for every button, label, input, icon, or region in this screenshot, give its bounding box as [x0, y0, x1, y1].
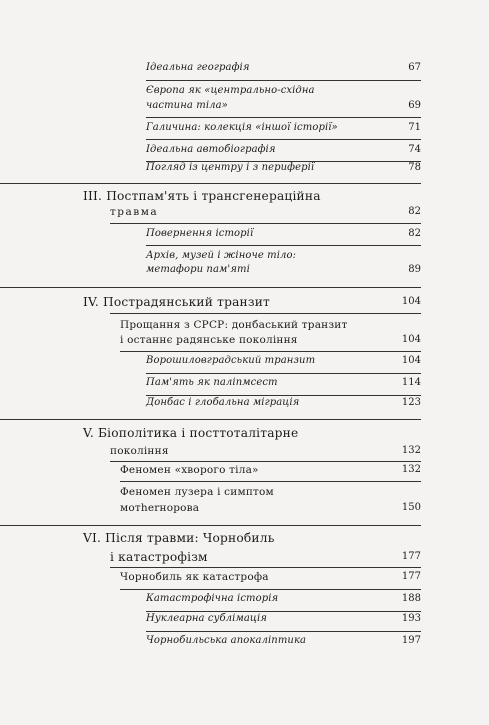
toc-entry-title: Пам'ять як паліпмсест: [146, 377, 278, 388]
toc-entry-title: Нуклеарна сублімація: [146, 613, 267, 624]
chapter-title: VI. Після травми: Чорнобиль: [83, 531, 275, 545]
toc-entry-page: 69: [408, 100, 421, 111]
divider: [146, 245, 421, 246]
section-title-cont: мотherнорова: [120, 502, 200, 514]
chapter-page: 132: [401, 445, 421, 456]
divider: [110, 461, 421, 462]
toc-entry-page: 188: [401, 593, 421, 604]
toc-entry-page: 74: [408, 144, 421, 155]
toc-entry-title: Чорнобильська апокаліптика: [146, 635, 307, 646]
toc-entry-page: 197: [401, 635, 421, 646]
toc-entry-title: Ідеальна автобіографія: [146, 144, 276, 155]
chapter-page: 104: [401, 296, 421, 307]
toc-entry-title-cont: метафори пам'яті: [146, 264, 250, 275]
section-page: 177: [401, 571, 421, 582]
divider: [120, 481, 421, 482]
toc-entry-title: Галичина: колекція «іншої історії»: [146, 122, 338, 133]
section-title: Феномен «хворого тіла»: [120, 464, 259, 476]
divider: [120, 589, 421, 590]
chapter-divider: [0, 419, 421, 420]
divider: [120, 351, 421, 352]
toc-entry-page: 114: [401, 377, 421, 388]
section-page: 104: [401, 334, 421, 345]
toc-entry-title: Архів, музей і жіноче тіло:: [146, 250, 297, 261]
toc-entry-page: 78: [408, 162, 421, 173]
divider: [110, 567, 421, 568]
toc-entry-title: Погляд із центру і з периферії: [146, 162, 315, 173]
toc-entry-title: Катастрофічна історія: [146, 593, 279, 604]
toc-entry-page: 67: [408, 62, 421, 73]
section-title-cont: і останнє радянське покоління: [120, 334, 298, 346]
toc-entry-page: 193: [401, 613, 421, 624]
chapter-page: 82: [408, 206, 421, 217]
chapter-title: V. Біополітика і посттоталітарне: [83, 426, 299, 440]
divider: [146, 395, 421, 396]
toc-entry-page: 71: [408, 122, 421, 133]
toc-entry-page: 82: [408, 228, 421, 239]
toc-entry-title: Ворошиловградський транзит: [146, 355, 316, 366]
divider: [110, 313, 421, 314]
divider: [146, 611, 421, 612]
chapter-title: III. Постпам'ять і трансгенераційна: [83, 189, 321, 203]
toc-entry-title: Повернення історії: [146, 228, 254, 239]
section-title: Чорнобиль як катастрофа: [120, 571, 269, 583]
chapter-divider: [0, 287, 421, 288]
divider: [146, 631, 421, 632]
section-page: 150: [401, 502, 421, 513]
divider: [146, 117, 421, 118]
chapter-divider: [0, 183, 421, 184]
divider: [146, 80, 421, 81]
section-title: Прощання з СРСР: донбаський транзит: [120, 319, 348, 331]
chapter-title-cont: покоління: [110, 445, 169, 457]
divider: [110, 223, 421, 224]
chapter-title-cont: і катастрофізм: [110, 550, 208, 564]
chapter-page: 177: [401, 551, 421, 562]
divider: [146, 373, 421, 374]
toc-entry-page: 104: [401, 355, 421, 366]
divider: [146, 139, 421, 140]
chapter-title: IV. Пострадянський транзит: [83, 295, 270, 309]
toc-entry-page: 123: [401, 397, 421, 408]
section-title: Феномен лузера і симптом: [120, 486, 274, 498]
chapter-title-cont: травма: [110, 206, 159, 218]
section-page: 132: [401, 464, 421, 475]
toc-entry-title-cont: частина тіла»: [146, 100, 228, 111]
toc-entry-page: 89: [408, 264, 421, 275]
toc-entry-title: Ідеальна географія: [146, 62, 250, 73]
toc-entry-title: Європа як «центрально-східна: [146, 85, 315, 96]
chapter-divider: [0, 525, 421, 526]
toc-entry-title: Донбас і глобальна міграція: [146, 397, 300, 408]
